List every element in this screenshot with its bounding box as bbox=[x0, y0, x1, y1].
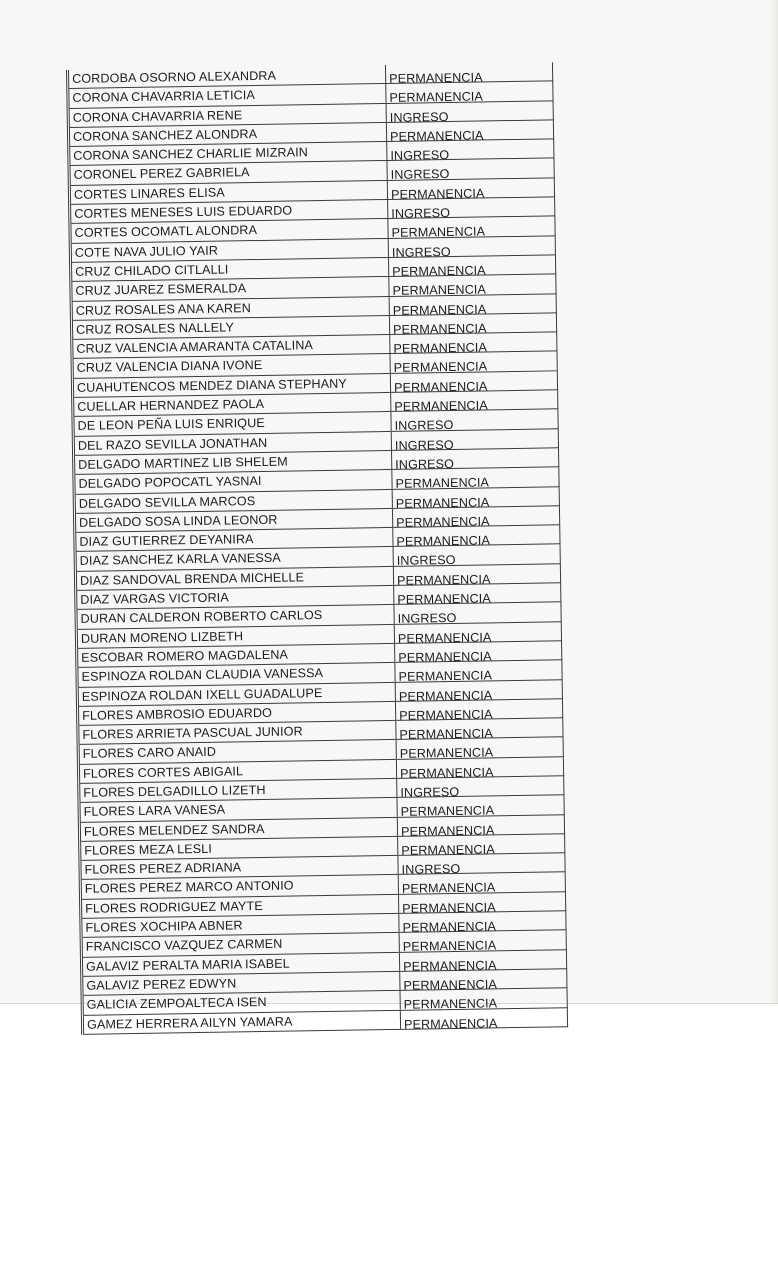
student-name-cell: CORTES OCOMATL ALONDRA bbox=[70, 219, 388, 243]
student-name-cell: DELGADO MARTINEZ LIB SHELEM bbox=[74, 450, 392, 474]
student-name-cell: ESPINOZA ROLDAN IXELL GUADALUPE bbox=[77, 682, 395, 706]
status-cell: PERMANENCIA bbox=[388, 221, 555, 243]
student-name-cell: FLORES PEREZ MARCO ANTONIO bbox=[80, 875, 398, 899]
student-name-cell: FLORES DELGADILLO LIZETH bbox=[79, 778, 397, 802]
status-cell: INGRESO bbox=[397, 781, 564, 803]
status-cell: PERMANENCIA bbox=[393, 530, 560, 552]
status-cell: PERMANENCIA bbox=[399, 897, 566, 919]
student-name-cell: FLORES ARRIETA PASCUAL JUNIOR bbox=[78, 720, 396, 744]
student-name-cell: DIAZ GUTIERREZ DEYANIRA bbox=[75, 528, 393, 552]
student-name-cell: COTE NAVA JULIO YAIR bbox=[70, 238, 388, 262]
student-name-cell: DIAZ SANDOVAL BRENDA MICHELLE bbox=[75, 566, 393, 590]
status-cell: INGRESO bbox=[387, 163, 554, 185]
student-name-cell: CRUZ CHILADO CITLALLI bbox=[71, 257, 389, 281]
student-name-cell: DURAN CALDERON ROBERTO CARLOS bbox=[76, 605, 394, 629]
status-cell: PERMANENCIA bbox=[400, 1012, 567, 1034]
status-cell: PERMANENCIA bbox=[386, 67, 553, 88]
status-cell: PERMANENCIA bbox=[396, 742, 563, 764]
student-name-cell: DELGADO SOSA LINDA LEONOR bbox=[74, 508, 392, 532]
student-name-cell: CRUZ ROSALES NALLELY bbox=[71, 315, 389, 339]
student-name-cell: GALAVIZ PERALTA MARIA ISABEL bbox=[81, 952, 399, 976]
student-name-cell: DEL RAZO SEVILLA JONATHAN bbox=[73, 431, 391, 455]
status-cell: PERMANENCIA bbox=[389, 260, 556, 282]
student-name-cell: FLORES PEREZ ADRIANA bbox=[80, 856, 398, 880]
status-cell: INGRESO bbox=[387, 144, 554, 166]
status-cell: PERMANENCIA bbox=[395, 665, 562, 687]
status-cell: PERMANENCIA bbox=[391, 395, 558, 417]
status-cell: INGRESO bbox=[398, 858, 565, 880]
table-body bbox=[67, 62, 567, 1034]
student-name-cell: FLORES RODRIGUEZ MAYTE bbox=[81, 894, 399, 918]
status-cell: INGRESO bbox=[391, 414, 558, 436]
student-name-cell: CORONA SANCHEZ CHARLIE MIZRAIN bbox=[69, 142, 387, 166]
student-name-cell: FLORES CARO ANAID bbox=[78, 740, 396, 764]
student-name-cell: FLORES CORTES ABIGAIL bbox=[78, 759, 396, 783]
student-name-cell: ESCOBAR ROMERO MAGDALENA bbox=[77, 643, 395, 667]
student-name-cell: FLORES MEZA LESLI bbox=[80, 836, 398, 860]
student-name-cell: CUELLAR HERNANDEZ PAOLA bbox=[73, 392, 391, 416]
student-name-cell: CORDOBA OSORNO ALEXANDRA bbox=[67, 65, 385, 89]
status-cell: PERMANENCIA bbox=[390, 337, 557, 359]
student-name-cell: FLORES XOCHIPA ABNER bbox=[81, 913, 399, 937]
status-cell: PERMANENCIA bbox=[392, 491, 559, 513]
status-cell: PERMANENCIA bbox=[396, 761, 563, 783]
status-cell: INGRESO bbox=[394, 607, 561, 629]
student-name-cell: DE LEON PEÑA LUIS ENRIQUE bbox=[73, 412, 391, 436]
student-status-table bbox=[66, 62, 568, 1034]
status-cell: PERMANENCIA bbox=[398, 839, 565, 861]
student-name-cell: CORONA CHAVARRIA LETICIA bbox=[68, 84, 386, 108]
status-cell: PERMANENCIA bbox=[400, 974, 567, 996]
status-cell: PERMANENCIA bbox=[399, 954, 566, 976]
status-cell: PERMANENCIA bbox=[398, 877, 565, 899]
status-cell: PERMANENCIA bbox=[395, 684, 562, 706]
student-name-cell: CRUZ VALENCIA AMARANTA CATALINA bbox=[72, 335, 390, 359]
status-cell: PERMANENCIA bbox=[386, 125, 553, 147]
student-name-cell: GALICIA ZEMPOALTECA ISEN bbox=[82, 991, 400, 1015]
student-status-table-wrapper bbox=[66, 62, 579, 1035]
status-cell: INGRESO bbox=[393, 549, 560, 571]
status-cell: PERMANENCIA bbox=[395, 646, 562, 668]
status-cell: INGRESO bbox=[388, 241, 555, 263]
student-name-cell: CORONEL PEREZ GABRIELA bbox=[69, 161, 387, 185]
status-cell: INGRESO bbox=[391, 433, 558, 455]
status-cell: PERMANENCIA bbox=[387, 183, 554, 205]
status-cell: PERMANENCIA bbox=[393, 569, 560, 591]
status-cell: INGRESO bbox=[388, 202, 555, 224]
status-cell: PERMANENCIA bbox=[386, 86, 553, 108]
status-cell: PERMANENCIA bbox=[400, 993, 567, 1015]
student-name-cell: FLORES LARA VANESA bbox=[79, 798, 397, 822]
student-name-cell: GALAVIZ PEREZ EDWYN bbox=[82, 971, 400, 995]
status-cell: PERMANENCIA bbox=[392, 472, 559, 494]
student-name-cell: DELGADO POPOCATL YASNAI bbox=[74, 470, 392, 494]
status-cell: PERMANENCIA bbox=[389, 298, 556, 320]
status-cell: PERMANENCIA bbox=[389, 318, 556, 340]
student-name-cell: CRUZ ROSALES ANA KAREN bbox=[71, 296, 389, 320]
status-cell: PERMANENCIA bbox=[394, 588, 561, 610]
student-name-cell: CRUZ JUAREZ ESMERALDA bbox=[71, 277, 389, 301]
student-name-cell: FLORES MELENDEZ SANDRA bbox=[79, 817, 397, 841]
student-name-cell: DURAN MORENO LIZBETH bbox=[76, 624, 394, 648]
student-name-cell: DIAZ SANCHEZ KARLA VANESSA bbox=[75, 547, 393, 571]
student-name-cell: GAMEZ HERRERA AILYN YAMARA bbox=[82, 1010, 400, 1034]
student-name-cell: CORTES MENESES LUIS EDUARDO bbox=[70, 200, 388, 224]
student-name-cell: CRUZ VALENCIA DIANA IVONE bbox=[72, 354, 390, 378]
status-cell: INGRESO bbox=[392, 453, 559, 475]
status-cell: PERMANENCIA bbox=[397, 819, 564, 841]
status-cell: PERMANENCIA bbox=[399, 935, 566, 957]
student-name-cell: ESPINOZA ROLDAN CLAUDIA VANESSA bbox=[77, 663, 395, 687]
student-name-cell: CORONA CHAVARRIA RENE bbox=[68, 103, 386, 127]
status-cell: PERMANENCIA bbox=[394, 626, 561, 648]
status-cell: PERMANENCIA bbox=[396, 704, 563, 726]
student-name-cell: CUAHUTENCOS MENDEZ DIANA STEPHANY bbox=[72, 373, 390, 397]
status-cell: PERMANENCIA bbox=[396, 723, 563, 745]
status-cell: PERMANENCIA bbox=[390, 356, 557, 378]
status-cell: PERMANENCIA bbox=[397, 800, 564, 822]
student-name-cell: CORONA SANCHEZ ALONDRA bbox=[68, 122, 386, 146]
status-cell: PERMANENCIA bbox=[393, 511, 560, 533]
status-cell: PERMANENCIA bbox=[399, 916, 566, 938]
student-name-cell: FRANCISCO VAZQUEZ CARMEN bbox=[81, 933, 399, 957]
status-cell: PERMANENCIA bbox=[389, 279, 556, 301]
student-name-cell: FLORES AMBROSIO EDUARDO bbox=[77, 701, 395, 725]
student-name-cell: DIAZ VARGAS VICTORIA bbox=[76, 585, 394, 609]
status-cell: PERMANENCIA bbox=[390, 376, 557, 398]
student-name-cell: CORTES LINARES ELISA bbox=[69, 180, 387, 204]
student-name-cell: DELGADO SEVILLA MARCOS bbox=[74, 489, 392, 513]
status-cell: INGRESO bbox=[386, 105, 553, 127]
